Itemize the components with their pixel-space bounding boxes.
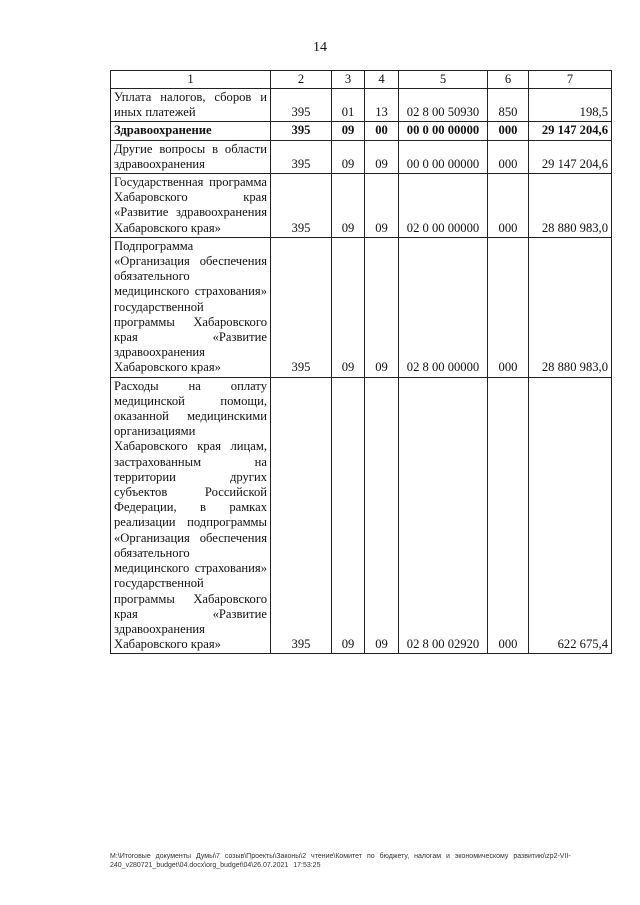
row-name: Здравоохранение [111, 122, 271, 140]
row-subsection: 00 [365, 122, 399, 140]
row-target-article: 00 0 00 00000 [399, 122, 488, 140]
row-section: 09 [332, 237, 365, 377]
row-amount: 29 147 204,6 [529, 140, 612, 173]
row-expense-type: 000 [488, 122, 529, 140]
row-name: Другие вопросы в области здравоохранения [111, 140, 271, 173]
row-code-admin: 395 [271, 377, 332, 654]
row-section: 09 [332, 140, 365, 173]
row-expense-type: 000 [488, 174, 529, 238]
column-header: 4 [365, 71, 399, 89]
row-name: Расходы на оплату медицинской помощи, оказанной медицинскими организациями Хабаровского края лицам, застрахованным на территории других субъектов Российской Федерации, в рамках реализации подпрограммы «Организация обеспечения обязательного медицинского страхования» государственной программы Хабаровского края «Развитие здравоохранения Хабаровского края» [111, 377, 271, 654]
column-header: 3 [332, 71, 365, 89]
row-target-article: 02 8 00 50930 [399, 89, 488, 122]
column-header: 1 [111, 71, 271, 89]
table-row [111, 140, 612, 173]
row-target-article: 02 8 00 02920 [399, 377, 488, 654]
row-target-article: 02 8 00 00000 [399, 237, 488, 377]
row-subsection: 09 [365, 140, 399, 173]
column-header: 5 [399, 71, 488, 89]
row-expense-type: 000 [488, 140, 529, 173]
table-row [111, 122, 612, 140]
row-subsection: 09 [365, 237, 399, 377]
column-header: 7 [529, 71, 612, 89]
row-name: Подпрограмма «Организация обеспечения обязательного медицинского страхования» государственной программы Хабаровского края «Развитие здравоохранения Хабаровского края» [111, 237, 271, 377]
row-code-admin: 395 [271, 140, 332, 173]
document-footer-path: M:\Итоговые документы Думы\7 созыв\Проекты\Законы\2 чтение\Комитет по бюджету, налогам и экономическому развитию\zp2-VII-240_v280721_budget\04.docx\org_budget\04\26.07.2021 17:53:25 [110, 853, 571, 869]
row-subsection: 09 [365, 174, 399, 238]
table-header-row [111, 71, 612, 89]
row-amount: 28 880 983,0 [529, 237, 612, 377]
row-section: 09 [332, 122, 365, 140]
table-row [111, 377, 612, 654]
row-code-admin: 395 [271, 174, 332, 238]
row-name: Уплата налогов, сборов и иных платежей [111, 89, 271, 122]
row-expense-type: 000 [488, 237, 529, 377]
column-header: 2 [271, 71, 332, 89]
row-subsection: 09 [365, 377, 399, 654]
page-number: 14 [313, 40, 327, 55]
row-amount: 28 880 983,0 [529, 174, 612, 238]
budget-table [110, 70, 612, 654]
row-section: 01 [332, 89, 365, 122]
row-target-article: 02 0 00 00000 [399, 174, 488, 238]
row-code-admin: 395 [271, 122, 332, 140]
row-expense-type: 850 [488, 89, 529, 122]
row-target-article: 00 0 00 00000 [399, 140, 488, 173]
row-amount: 198,5 [529, 89, 612, 122]
table-row [111, 89, 612, 122]
row-section: 09 [332, 377, 365, 654]
table-row [111, 237, 612, 377]
column-header: 6 [488, 71, 529, 89]
row-code-admin: 395 [271, 89, 332, 122]
table-row [111, 174, 612, 238]
row-subsection: 13 [365, 89, 399, 122]
row-amount: 29 147 204,6 [529, 122, 612, 140]
row-code-admin: 395 [271, 237, 332, 377]
row-name: Государственная программа Хабаровского края «Развитие здравоохранения Хабаровского края» [111, 174, 271, 238]
row-expense-type: 000 [488, 377, 529, 654]
row-amount: 622 675,4 [529, 377, 612, 654]
row-section: 09 [332, 174, 365, 238]
